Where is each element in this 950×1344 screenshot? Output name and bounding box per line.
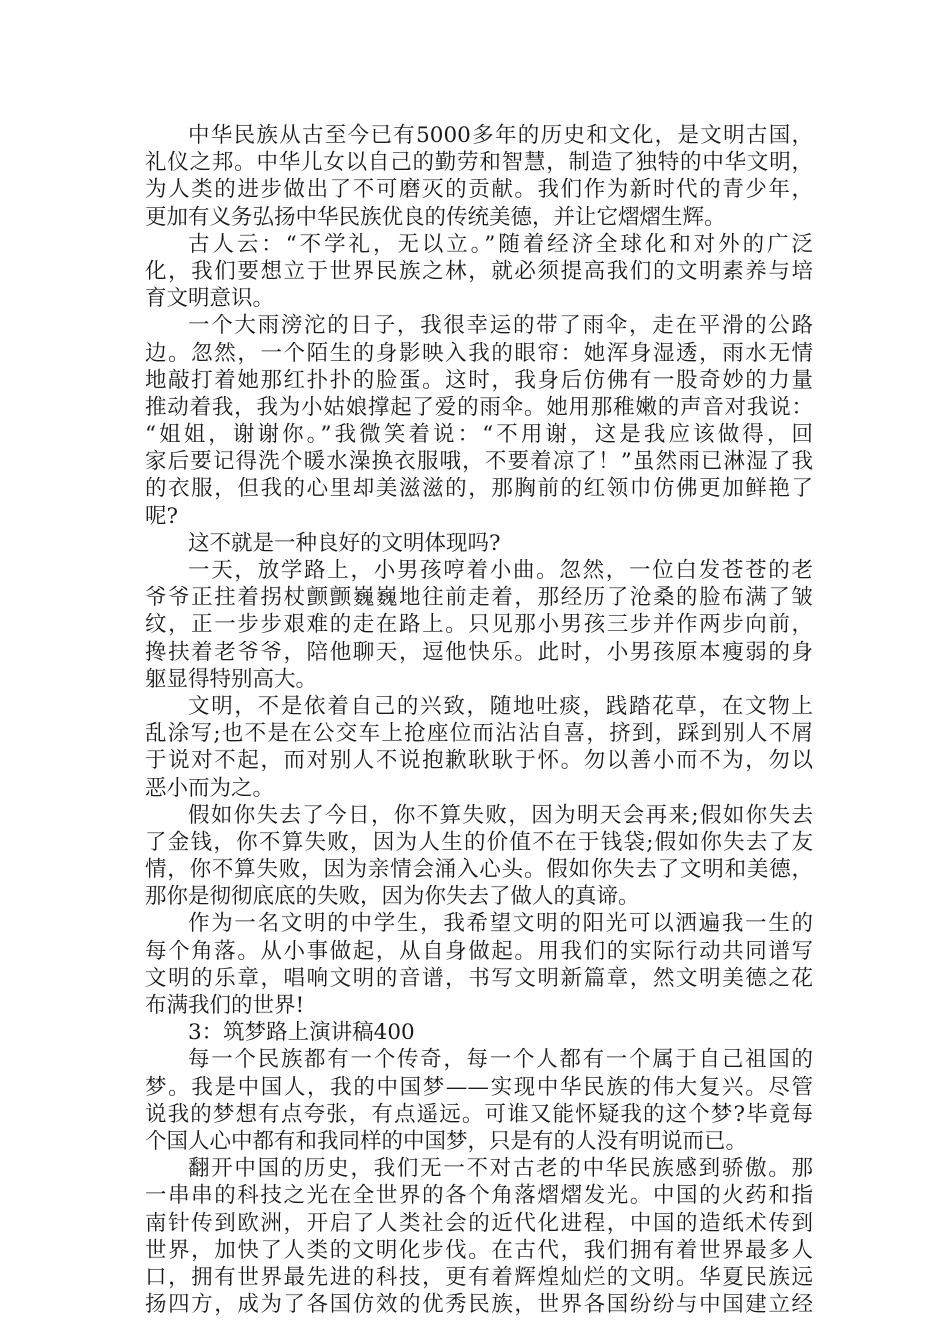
text-line: 南针传到欧洲，开启了人类社会的近代化进程，中国的造纸术传到 <box>145 1210 813 1236</box>
text-line: 为人类的进步做出了不可磨灭的贡献。我们作为新时代的青少年， <box>145 177 813 203</box>
text-line: 乱涂写;也不是在公交车上抢座位而沾沾自喜，挤到，踩到别人不屑 <box>145 721 813 747</box>
text-line: 地敲打着她那红扑扑的脸蛋。这时，我身后仿佛有一股奇妙的力量 <box>145 367 813 393</box>
text-line: 古人云：“不学礼，无以立。”随着经济全球化和对外的广泛 <box>188 231 813 257</box>
text-line: 更加有义务弘扬中华民族优良的传统美德，并让它熠熠生辉。 <box>145 204 726 230</box>
text-line: 口，拥有世界最先进的科技，更有着辉煌灿烂的文明。华夏民族远 <box>145 1264 813 1290</box>
text-line: 的衣服，但我的心里却美滋滋的，那胸前的红领巾仿佛更加鲜艳了 <box>145 476 813 502</box>
text-line: 那你是彻彻底底的失败，因为你失去了做人的真谛。 <box>145 884 640 910</box>
text-line: 3：筑梦路上演讲稿400 <box>188 1020 415 1046</box>
text-line: 个国人心中都有和我同样的中国梦，只是有的人没有明说而已。 <box>145 1128 748 1154</box>
text-line: 搀扶着老爷爷，陪他聊天，逗他快乐。此时，小男孩原本瘦弱的身 <box>145 639 813 665</box>
text-line: 文明，不是依着自己的兴致，随地吐痰，践踏花草，在文物上 <box>188 693 813 719</box>
text-line: 翻开中国的历史，我们无一不对古老的中华民族感到骄傲。那 <box>188 1156 813 1182</box>
text-line: 化，我们要想立于世界民族之林，就必须提高我们的文明素养与培 <box>145 258 813 284</box>
text-line: 躯显得特别高大。 <box>145 666 318 692</box>
text-line: 一串串的科技之光在全世界的各个角落熠熠发光。中国的火药和指 <box>145 1183 813 1209</box>
text-line: 每一个民族都有一个传奇，每一个人都有一个属于自己祖国的 <box>188 1047 813 1073</box>
text-line: 每个角落。从小事做起，从自身做起。用我们的实际行动共同谱写 <box>145 938 813 964</box>
text-line: 作为一名文明的中学生，我希望文明的阳光可以洒遍我一生的 <box>188 911 813 937</box>
document-body <box>145 122 813 1318</box>
text-line: 呢? <box>145 503 179 529</box>
text-line: 这不就是一种良好的文明体现吗? <box>188 530 501 556</box>
text-line: 布满我们的世界! <box>145 993 305 1018</box>
text-line: 一个大雨滂沱的日子，我很幸运的带了雨伞，走在平滑的公路 <box>188 313 813 339</box>
text-line: 中华民族从古至今已有5000多年的历史和文化，是文明古国， <box>188 123 813 148</box>
text-line: 礼仪之邦。中华儿女以自己的勤劳和智慧，制造了独特的中华文明， <box>145 150 813 176</box>
text-line: “姐姐，谢谢你。”我微笑着说：“不用谢，这是我应该做得，回 <box>145 422 813 448</box>
text-line: 恶小而为之。 <box>145 775 275 801</box>
text-line: 家后要记得洗个暖水澡换衣服哦，不要着凉了！”虽然雨已淋湿了我 <box>145 449 813 475</box>
text-line: 育文明意识。 <box>145 286 275 312</box>
text-line: 世界，加快了人类的文明化步伐。在古代，我们拥有着世界最多人 <box>145 1237 813 1263</box>
text-line: 于说对不起，而对别人不说抱歉耿耿于怀。勿以善小而不为，勿以 <box>145 748 813 774</box>
text-line: 扬四方，成为了各国仿效的优秀民族，世界各国纷纷与中国建立经 <box>145 1292 813 1318</box>
text-line: 梦。我是中国人，我的中国梦——实现中华民族的伟大复兴。尽管 <box>145 1074 813 1100</box>
text-line: 纹，正一步步艰难的走在路上。只见那小男孩三步并作两步向前， <box>145 612 813 638</box>
text-line: 假如你失去了今日，你不算失败，因为明天会再来;假如你失去 <box>188 802 813 828</box>
text-line: 了金钱，你不算失败，因为人生的价值不在于钱袋;假如你失去了友 <box>145 829 813 855</box>
text-line: 文明的乐章，唱响文明的音谱，书写文明新篇章，然文明美德之花 <box>145 965 813 991</box>
text-line: 爷爷正拄着拐杖颤颤巍巍地往前走着，那经历了沧桑的脸布满了皱 <box>145 585 813 611</box>
text-line: 边。忽然，一个陌生的身影映入我的眼帘：她浑身湿透，雨水无情 <box>145 340 813 366</box>
text-line: 情，你不算失败，因为亲情会涌入心头。假如你失去了文明和美德， <box>145 857 813 883</box>
text-line: 推动着我，我为小姑娘撑起了爱的雨伞。她用那稚嫩的声音对我说： <box>145 394 813 420</box>
text-line: 一天，放学路上，小男孩哼着小曲。忽然，一位白发苍苍的老 <box>188 558 813 583</box>
text-line: 说我的梦想有点夸张，有点遥远。可谁又能怀疑我的这个梦?毕竟每 <box>145 1101 813 1127</box>
